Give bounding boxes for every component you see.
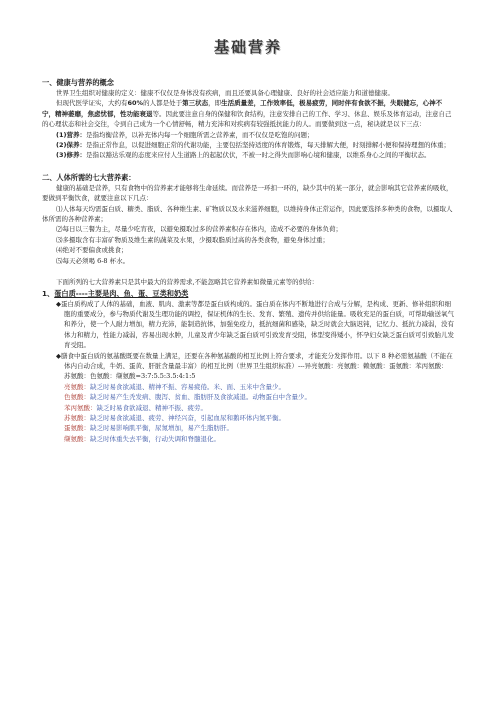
- amino-acid-item: [42, 413, 454, 423]
- protein-heading-text: 蛋白质----主要是肉、鱼、蛋、豆类和奶类: [54, 288, 189, 298]
- diet-point-3: ⑶多摄取含有丰富矿物质及维生素的蔬菜及水果，少摄取脂质过高的各类食物，避免身体过重；: [56, 235, 329, 244]
- key-point-nutrition-label: (1)营养：: [56, 130, 86, 139]
- amino-acid-name: 色氨酸：: [64, 393, 90, 402]
- p2-text-g: 等。因此要注意自身的保健和饮食结构，注意安排自己的工作、学习、休息、娱乐及体育运动，注意自己的心理状态和社会交往，令到自己成为一个心情舒畅，精力充沛和对疾病有较强抵抗能力的人。而要做到这一点，秘诀就是以下三点：: [42, 109, 452, 129]
- protein-heading-number: 1、: [42, 288, 55, 298]
- balanced-diet-paragraph: 健康的基础是营养，只有食物中的营养素才能够将生命延续。而营养是一环扣一环的，缺少其中的某一部分，就会影响其它营养素的吸收，要做到平衡饮食，就要注意以下几点：: [42, 183, 453, 203]
- diet-point-2: ⑵每日以三餐为主，尽量少吃宵夜，以避免摄取过多的营养素积存在体内，造成不必要的身体负荷；: [56, 225, 342, 234]
- p2-percent: 60%: [127, 99, 144, 108]
- amino-acid-item: [42, 403, 454, 413]
- amino-acid-name: 苏氨酸：: [64, 413, 90, 422]
- amino-acid-desc: 缺乏时易产生秃发病、腹泻、贫血、脂肪肝及食欲减退。动物蛋白中含量少。: [90, 393, 311, 402]
- key-point-cultivation-label: (3)修养：: [56, 151, 86, 160]
- third-state-paragraph: [42, 98, 454, 129]
- section-1-heading: 一、健康与营养的概念: [42, 78, 114, 87]
- amino-acid-item: [42, 423, 454, 433]
- key-point-nutrition-text: 是指均衡营养，以补充体内每一个细胞所需之营养素，而不仅仅是吃饱的问题；: [85, 130, 314, 139]
- key-point-nutrition: [42, 130, 454, 140]
- amino-acid-name: 亮氨酸：: [64, 382, 90, 391]
- p2-third-state: 第三状态: [182, 99, 209, 108]
- p2-text-c: 的人都是处于: [143, 99, 183, 108]
- amino-acid-item: [42, 434, 454, 444]
- p2-text-e: ，即: [208, 99, 222, 108]
- diet-point-1: ⑴人体每天均需蛋白质、糖类、脂质、各种维生素、矿物质以及水来滋养细胞，以维持身体正常运作，因此要选择多种类的食物，以摄取人体所需的各种营养素；: [42, 204, 453, 224]
- key-point-cultivation: [42, 150, 454, 160]
- amino-acid-item: [42, 382, 454, 392]
- key-point-maintenance: [42, 140, 454, 150]
- amino-acid-desc: 缺乏时易食欲减退、精神不振、容易疲倦。米、面、玉米中含量少。: [90, 382, 285, 391]
- protein-heading: [42, 288, 454, 299]
- key-point-cultivation-text: 是指以豁达乐观的态度来应付人生道路上的起起伏伏，不被一时之得失而影响心境和健康，以维系身心之间的平衡状态。: [85, 151, 431, 160]
- protein-bullet-1: ◆蛋白质构成了人体的基础，血液、肌肉、激素等都是蛋白质构成的。蛋白质在体内不断地进行合成与分解，是构成、更新、修补组织和细胞的重要成分，参与物质代谢及生理功能的调控，保证机体的生长、发育、繁殖、遗传并供给能量。吸收充足的蛋白质，可帮助输送氧气和养分，使一个人耐力增加，精力充沛，能制造抗体，加强免疫力，抵抗细菌和感染，缺乏时就会大脑迟钝，记忆力、抵抗力减弱，没有体力和精力，性能力减弱，容易出现水肿，儿童及青少年缺乏蛋白质可引致发育受阻，体型变得矮小，怀孕妇女缺乏蛋白质可引致胎儿发育受阻。: [56, 299, 454, 350]
- page-title: 基础营养: [213, 38, 282, 56]
- diet-point-5: ⑸每天必须喝 6-8 杯水。: [56, 256, 130, 265]
- section-2-heading: 二、人体所需的七大营养素：: [42, 172, 136, 182]
- protein-bullet-2: ◆膳食中蛋白质的氨基酸既要在数量上满足，还要在各种氨基酸的相互比例上符合要求，才能充分发挥作用。以下 8 种必需氨基酸（不能在体内自动合成，牛奶、蛋黄、肝脏含量最丰富）的相互比例（世界卫生组织标准）---异亮氨酸：亮氨酸：赖氨酸：蛋氨酸：苯丙氨酸：苏氨酸：色氨酸：缬氨酸=3:7:5.5:3.5:4:1:5: [56, 351, 453, 381]
- health-definition-paragraph: 世界卫生组织对健康的定义：健康不仅仅是身体没有疾病，而且还要具备心理健康、良好的社会适应能力和道德健康。: [56, 89, 394, 97]
- amino-acid-item: [42, 392, 454, 402]
- p2-symptoms: 生活质量差，工作效率低，极易疲劳，同时伴有食欲不振，失眠健忘，心神不宁，精神萎靡，焦虑忧郁，性功能衰退: [42, 99, 443, 118]
- amino-acid-desc: 缺乏时易食欲减退、疲劳、神经兴奋，引起血尿和鹅环体内氮平衡。: [90, 413, 285, 422]
- p2-text-a: 但现代医学证实，大约有: [56, 99, 128, 108]
- amino-acid-name: 苯丙氨酸：: [64, 403, 97, 412]
- nutrients-intro: 下面所列的七大营养素只是其中最大的营养需求,不能忽略其它营养素如微量元素等的供给：: [56, 278, 319, 287]
- amino-acid-desc: 缺乏时易影响肌平衡，尿氮增加，易产生脂肪肝。: [90, 424, 233, 433]
- amino-acid-desc: 缺乏时体重失去平衡，行动失调和脊髓退化。: [90, 434, 220, 443]
- amino-acid-name: 缬氨酸：: [64, 434, 90, 443]
- key-point-maintenance-label: (2)保养：: [56, 141, 86, 150]
- amino-acid-name: 蛋氨酸：: [64, 424, 90, 433]
- key-point-maintenance-text: 是指正常作息，以促进细胞正常的代谢功能，主要包括坚持适度的体育锻炼，每天排解大便，时刻排解小便和保持理想的体重；: [85, 141, 450, 150]
- diet-point-4: ⑷绝对不要偏食或挑食；: [56, 246, 128, 255]
- amino-acid-desc: 缺乏时易食欲减退、精神不振、疲劳。: [96, 403, 207, 412]
